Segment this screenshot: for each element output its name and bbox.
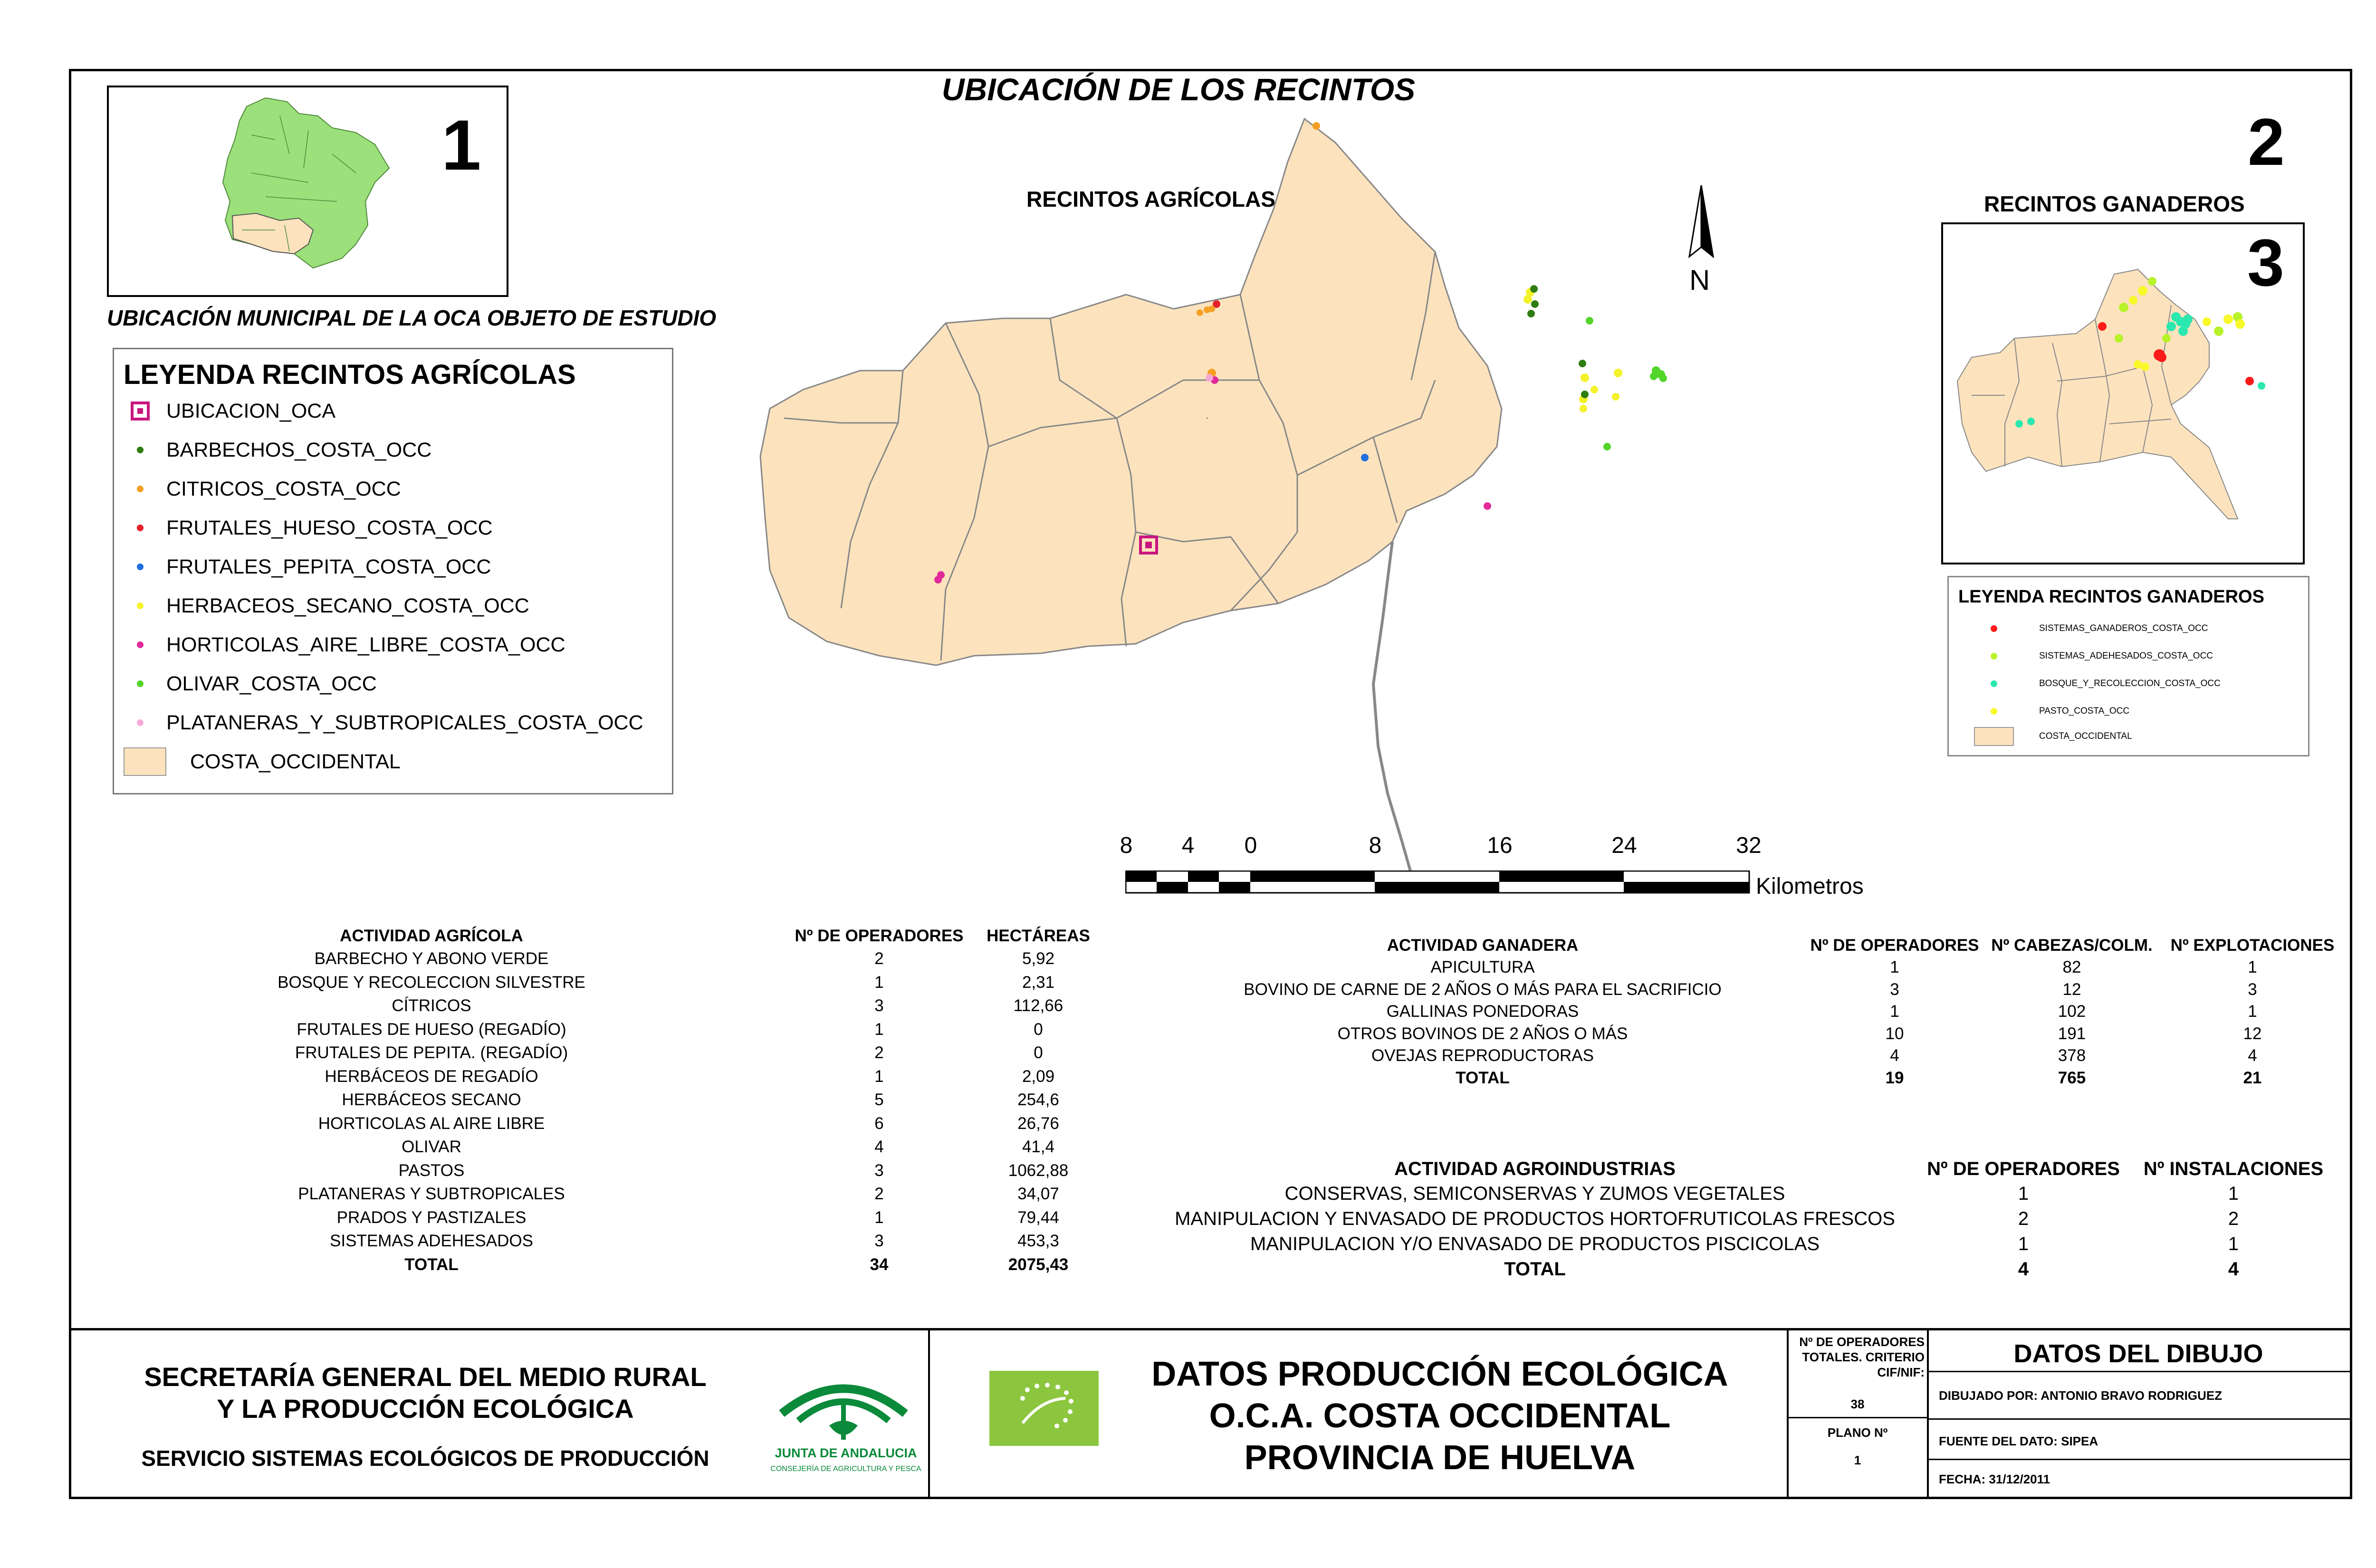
scale-unit: Kilometros: [1756, 874, 1864, 899]
river-estuary: [1373, 542, 1411, 874]
table-cell: CONSERVAS, SEMICONSERVAS Y ZUMOS VEGETALES: [1284, 1183, 1785, 1204]
table-header: Nº DE OPERADORES: [1927, 1158, 2120, 1179]
olivar-dot-icon: [137, 680, 144, 687]
dibujado-por: DIBUJADO POR: ANTONIO BRAVO RODRIGUEZ: [1939, 1388, 2223, 1403]
table-cell: 1: [2228, 1183, 2239, 1204]
legend-label: FRUTALES_PEPITA_COSTA_OCC: [166, 555, 491, 578]
legend-label: UBICACION_OCA: [166, 399, 336, 422]
table-cell: 102: [2058, 1002, 2086, 1021]
costa-polygon-icon: [1974, 727, 2014, 746]
legend-label: CITRICOS_COSTA_OCC: [166, 477, 401, 500]
legend-ganadero: [1947, 576, 2309, 756]
legend-label: PASTO_COSTA_OCC: [2039, 706, 2130, 716]
scale-tick: 8: [1369, 833, 1382, 858]
table-cell: BOVINO DE CARNE DE 2 AÑOS O MÁS PARA EL SACRIFICIO: [1244, 980, 1722, 999]
legend-item-pasto: [1949, 699, 2129, 723]
legend-ganadero-title: LEYENDA RECINTOS GANADEROS: [1958, 587, 2264, 607]
table-cell: 1: [874, 1067, 884, 1086]
table-total-cell: 4: [2228, 1259, 2239, 1280]
table-cell: HERBÁCEOS SECANO: [342, 1090, 521, 1109]
table-cell: 191: [2058, 1024, 2086, 1043]
scale-tick: 8: [1120, 833, 1133, 858]
table-cell: 5: [874, 1090, 884, 1109]
table-header: Nº DE OPERADORES: [1810, 936, 1979, 955]
table-cell: 254,6: [1017, 1090, 1059, 1109]
table-cell: MANIPULACION Y/O ENVASADO DE PRODUCTOS PISCICOLAS: [1250, 1233, 1820, 1254]
table-header: ACTIVIDAD GANADERA: [1387, 936, 1579, 955]
table-cell: 12: [2243, 1024, 2262, 1043]
table-cell: 12: [2062, 980, 2081, 999]
footer-title-line2: O.C.A. COSTA OCCIDENTAL: [1209, 1397, 1671, 1435]
table-cell: 41,4: [1022, 1138, 1055, 1156]
legend-item-costa-occidental: [114, 747, 401, 776]
table-total-cell: 21: [2243, 1068, 2262, 1087]
inset3-number: 3: [2247, 225, 2284, 300]
legend-agricola: [113, 348, 673, 794]
scale-tick: 4: [1181, 833, 1195, 858]
eu-organic-logo: [989, 1371, 1099, 1446]
legend-label: OLIVAR_COSTA_OCC: [166, 672, 377, 695]
scale-tick: 32: [1736, 833, 1762, 858]
table-header: Nº EXPLOTACIONES: [2170, 936, 2335, 955]
table-cell: CÍTRICOS: [392, 996, 471, 1015]
plano-value: 1: [1854, 1453, 1861, 1467]
table-cell: BOSQUE Y RECOLECCION SILVESTRE: [278, 973, 585, 992]
table-header: ACTIVIDAD AGRÍCOLA: [340, 927, 523, 945]
legend-item-sistemas-adehesados: [1949, 644, 2213, 668]
footer-org-line2: Y LA PRODUCCIÓN ECOLÓGICA: [217, 1394, 634, 1424]
footer-divider: [1927, 1328, 1929, 1499]
legend-item-sistemas-ganaderos: [1949, 617, 2208, 641]
table-cell: 6: [874, 1114, 884, 1133]
footer-divider: [69, 1328, 2352, 1330]
citricos-dot-icon: [137, 486, 144, 492]
fecha: FECHA: 31/12/2011: [1939, 1472, 2050, 1486]
table-total-cell: 4: [2018, 1259, 2029, 1280]
table-cell: SISTEMAS ADEHESADOS: [330, 1232, 533, 1250]
datos-dibujo-title: DATOS DEL DIBUJO: [2013, 1339, 2263, 1368]
footer-divider: [1927, 1418, 2352, 1420]
legend-item-bosque: [1949, 672, 2221, 696]
table-cell: 1: [1890, 958, 1899, 976]
legend-label: COSTA_OCCIDENTAL: [190, 750, 401, 773]
legend-label: FRUTALES_HUESO_COSTA_OCC: [166, 516, 493, 539]
table-header: Nº DE OPERADORES: [795, 927, 964, 945]
table-cell: FRUTALES DE HUESO (REGADÍO): [297, 1020, 566, 1039]
table-cell: 10: [1885, 1024, 1904, 1043]
table-cell: MANIPULACION Y ENVASADO DE PRODUCTOS HORTOFRUTICOLAS FRESCOS: [1175, 1208, 1895, 1229]
legend-label: SISTEMAS_ADEHESADOS_COSTA_OCC: [2039, 651, 2213, 661]
footer-divider: [1787, 1417, 1927, 1418]
footer-title-line1: DATOS PRODUCCIÓN ECOLÓGICA: [1151, 1355, 1728, 1393]
table-cell: OLIVAR: [402, 1138, 461, 1156]
table-total-cell: TOTAL: [404, 1255, 459, 1274]
pasto-dot-icon: [1991, 708, 1997, 715]
footer-divider: [928, 1328, 930, 1499]
inset3-title: RECINTOS GANADEROS: [1984, 191, 2245, 216]
scale-bar-labels: [0, 832, 2376, 861]
table-total-cell: TOTAL: [1456, 1068, 1510, 1087]
legend-item-olivar: [114, 669, 377, 698]
table-total-cell: TOTAL: [1504, 1259, 1566, 1280]
barbechos-dot-icon: [137, 447, 144, 453]
oca-location-icon: [131, 402, 150, 421]
table-cell: OVEJAS REPRODUCTORAS: [1371, 1046, 1594, 1065]
table-total-cell: 2075,43: [1008, 1255, 1069, 1274]
main-map-number: 2: [2248, 105, 2285, 179]
table-header: Nº CABEZAS/COLM.: [1991, 936, 2153, 955]
inset1-caption: UBICACIÓN MUNICIPAL DE LA OCA OBJETO DE ESTUDIO: [107, 306, 717, 330]
legend-item-horticolas: [114, 631, 565, 659]
table-cell: 2: [2228, 1208, 2239, 1229]
table-header: Nº INSTALACIONES: [2143, 1158, 2324, 1179]
legend-label: SISTEMAS_GANADEROS_COSTA_OCC: [2039, 623, 2208, 633]
footer-title-line3: PROVINCIA DE HUELVA: [1244, 1439, 1636, 1477]
table-cell: 1: [2018, 1183, 2029, 1204]
legend-item-frutales-pepita: [114, 553, 491, 581]
legend-item-herbaceos-secano: [114, 592, 529, 620]
table-cell: 1: [2248, 1002, 2257, 1021]
legend-item-frutales-hueso: [114, 514, 493, 542]
legend-label: BARBECHOS_COSTA_OCC: [166, 438, 432, 461]
table-cell: 1062,88: [1008, 1161, 1069, 1180]
table-cell: 2: [874, 1185, 884, 1203]
legend-item-plataneras: [114, 708, 643, 737]
herbaceos-dot-icon: [137, 602, 144, 609]
table-cell: PLATANERAS Y SUBTROPICALES: [298, 1185, 565, 1203]
table-cell: HERBÁCEOS DE REGADÍO: [325, 1067, 538, 1086]
adehesados-dot-icon: [1991, 653, 1997, 660]
frutales-hueso-dot-icon: [137, 525, 144, 531]
legend-item-ubicacion-oca: [114, 397, 335, 425]
scale-tick: 0: [1244, 833, 1257, 858]
table-cell: 79,44: [1017, 1208, 1059, 1227]
legend-label: COSTA_OCCIDENTAL: [2039, 731, 2132, 741]
table-cell: 1: [2018, 1233, 2029, 1254]
scale-bar: [1125, 870, 1751, 894]
ganaderos-dot-icon: [1991, 625, 1997, 632]
table-cell: 2,09: [1022, 1067, 1055, 1086]
table-cell: 2,31: [1022, 973, 1055, 992]
legend-agricola-title: LEYENDA RECINTOS AGRÍCOLAS: [124, 359, 576, 390]
fuente-dato: FUENTE DEL DATO: SIPEA: [1939, 1434, 2098, 1448]
table-total-cell: 34: [870, 1255, 889, 1274]
table-cell: 1: [874, 1208, 884, 1227]
table-cell: 2: [874, 949, 884, 968]
frutales-pepita-dot-icon: [137, 564, 144, 570]
scale-tick: 24: [1611, 833, 1637, 858]
operadores-value: 38: [1850, 1397, 1865, 1411]
table-cell: 1: [2248, 958, 2257, 976]
table-cell: 112,66: [1013, 996, 1063, 1015]
table-cell: FRUTALES DE PEPITA. (REGADÍO): [295, 1043, 568, 1062]
inset-province-map: [107, 86, 508, 297]
costa-polygon-icon: [124, 747, 166, 776]
junta-name: JUNTA DE ANDALUCIA: [775, 1446, 917, 1460]
table-cell: 0: [1034, 1020, 1043, 1039]
legend-label: HERBACEOS_SECANO_COSTA_OCC: [166, 594, 529, 617]
table-cell: PASTOS: [398, 1161, 465, 1180]
plataneras-dot-icon: [137, 719, 144, 726]
footer-divider: [1787, 1328, 1789, 1499]
table-header: ACTIVIDAD AGROINDUSTRIAS: [1394, 1158, 1676, 1179]
inset1-number: 1: [441, 105, 481, 185]
table-cell: 1: [2228, 1233, 2239, 1254]
table-cell: 34,07: [1017, 1185, 1059, 1203]
table-cell: 3: [874, 996, 884, 1015]
table-cell: OTROS BOVINOS DE 2 AÑOS O MÁS: [1337, 1024, 1628, 1043]
legend-item-citricos: [114, 475, 401, 503]
table-header: HECTÁREAS: [987, 927, 1090, 945]
legend-item-costa: [1949, 725, 2132, 748]
legend-label: PLATANERAS_Y_SUBTROPICALES_COSTA_OCC: [166, 711, 643, 734]
junta-subtitle: CONSEJERÍA DE AGRICULTURA Y PESCA: [770, 1465, 921, 1473]
horticolas-dot-icon: [137, 641, 144, 648]
footer-org-line3: SERVICIO SISTEMAS ECOLÓGICOS DE PRODUCCIÓN: [141, 1446, 709, 1471]
main-map: [756, 114, 1753, 884]
legend-label: HORTICOLAS_AIRE_LIBRE_COSTA_OCC: [166, 633, 565, 656]
table-cell: 1: [1890, 1002, 1899, 1021]
table-cell: HORTICOLAS AL AIRE LIBRE: [318, 1114, 545, 1133]
footer-org-line1: SECRETARÍA GENERAL DEL MEDIO RURAL: [144, 1362, 707, 1392]
scale-tick: 16: [1487, 833, 1513, 858]
table-cell: 82: [2062, 958, 2081, 976]
table-cell: 1: [874, 973, 884, 992]
legend-item-barbechos: [114, 436, 431, 464]
table-cell: 453,3: [1017, 1232, 1059, 1250]
table-cell: 5,92: [1022, 949, 1055, 968]
table-cell: 3: [874, 1161, 884, 1180]
table-cell: 3: [874, 1232, 884, 1250]
table-total-cell: 765: [2058, 1068, 2086, 1087]
table-total-cell: 19: [1885, 1068, 1904, 1087]
table-cell: 0: [1034, 1043, 1043, 1062]
table-cell: 378: [2058, 1046, 2086, 1065]
table-cell: 4: [1890, 1046, 1899, 1065]
legend-label: BOSQUE_Y_RECOLECCION_COSTA_OCC: [2039, 679, 2221, 688]
page-title: UBICACIÓN DE LOS RECINTOS: [941, 72, 1416, 107]
table-cell: 4: [2248, 1046, 2257, 1065]
table-cell: 26,76: [1017, 1114, 1059, 1133]
table-cell: PRADOS Y PASTIZALES: [336, 1208, 527, 1227]
table-cell: BARBECHO Y ABONO VERDE: [314, 949, 549, 968]
plano-label: PLANO Nº: [1827, 1425, 1888, 1440]
table-cell: GALLINAS PONEDORAS: [1386, 1002, 1579, 1021]
inset-livestock-map: [1941, 222, 2305, 564]
operadores-label: Nº DE OPERADORES TOTALES. CRITERIO CIF/NIF:: [1799, 1335, 1925, 1379]
footer-divider: [1927, 1371, 2352, 1372]
footer-divider: [1927, 1459, 2352, 1460]
table-cell: APICULTURA: [1430, 958, 1535, 976]
table-cell: 2: [874, 1043, 884, 1062]
table-cell: 3: [2248, 980, 2257, 999]
north-label: N: [1689, 264, 1710, 296]
table-cell: 4: [874, 1138, 884, 1156]
table-cell: 1: [874, 1020, 884, 1039]
map-label-recintos-agricolas: RECINTOS AGRÍCOLAS: [1026, 187, 1275, 211]
table-cell: 3: [1890, 980, 1899, 999]
table-cell: 2: [2018, 1208, 2029, 1229]
bosque-dot-icon: [1991, 680, 1997, 687]
